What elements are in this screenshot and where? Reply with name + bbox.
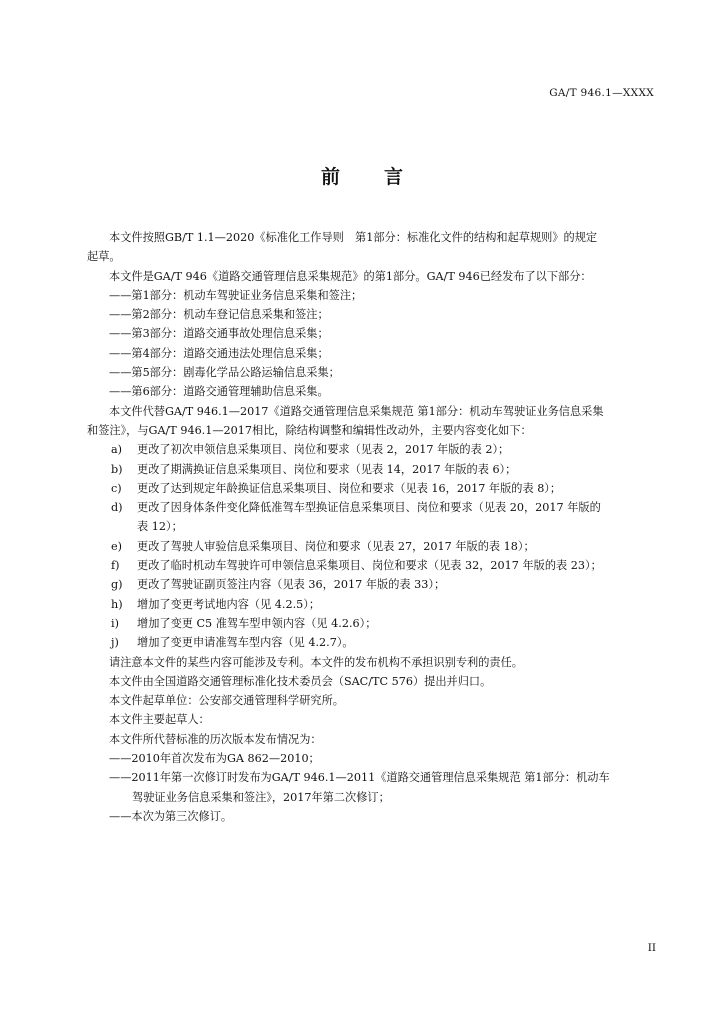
change-item-cont: 表 12）； <box>137 520 183 534</box>
change-item-text: 更改了因身体条件变化降低准驾车型换证信息采集项目、岗位和要求（见表 20，2017 年版的 <box>137 501 601 515</box>
history-item: ——本次为第三次修订。 <box>109 809 233 823</box>
paragraph-drafting-rule: 本文件按照GB/T 1.1—2020《标准化工作导则 第1部分：标准化文件的结构和起草规则》的规定 <box>109 231 598 244</box>
part-list-item: ——第5部分：剧毒化学品公路运输信息采集； <box>109 366 340 380</box>
history-item: ——2010年首次发布为GA 862—2010； <box>109 752 320 766</box>
change-item-text: 增加了变更申请准驾车型内容（见 4.2.7）。 <box>137 636 354 650</box>
change-item <box>87 479 655 498</box>
change-item <box>87 595 655 614</box>
paragraph-patent-notice: 请注意本文件的某些内容可能涉及专利。本文件的发布机构不承担识别专利的责任。 <box>109 655 523 669</box>
history-item-cont: 驾驶证业务信息采集和签注》，2017年第二次修订； <box>132 790 390 804</box>
change-item-text: 更改了初次申领信息采集项目、岗位和要求（见表 2，2017 年版的表 2）； <box>137 443 510 457</box>
paragraph-replaces-cont: 和签注》，与GA/T 946.1—2017相比，除结构调整和编辑性改动外，主要内容变化如下： <box>87 423 532 437</box>
part-list-item: ——第4部分：道路交通违法处理信息采集； <box>109 346 329 360</box>
paragraph-drafters: 本文件主要起草人： <box>109 713 210 727</box>
paragraph-drafting-rule-cont: 起草。 <box>87 250 121 264</box>
change-item-label: c) <box>111 481 122 495</box>
standard-code: GA/T 946.1—XXXX <box>549 87 654 99</box>
change-item-label: i) <box>111 616 119 630</box>
change-item-text: 更改了临时机动车驾驶许可申领信息采集项目、岗位和要求（见表 32，2017 年版的表 23）； <box>137 559 602 573</box>
page-number: II <box>647 942 656 954</box>
change-item-label: b) <box>111 462 123 476</box>
change-item-text: 增加了变更考试地内容（见 4.2.5）； <box>137 597 321 611</box>
change-item <box>87 537 655 556</box>
part-list-item: ——第6部分：道路交通管理辅助信息采集。 <box>109 385 329 399</box>
history-item: ——2011年第一次修订时发布为GA/T 946.1—2011《道路交通管理信息采集规范 第1部分：机动车 <box>109 771 610 785</box>
change-item-label: h) <box>111 597 123 611</box>
change-item-label: j) <box>111 636 119 650</box>
paragraph-proposer: 本文件由全国道路交通管理标准化技术委员会（SAC/TC 576）提出并归口。 <box>109 674 492 688</box>
change-item-text: 更改了驾驶证副页签注内容（见表 36，2017 年版的表 33）； <box>137 578 446 592</box>
part-list-item: ——第1部分：机动车驾驶证业务信息采集和签注； <box>109 288 363 302</box>
change-item-text: 更改了达到规定年龄换证信息采集项目、岗位和要求（见表 16，2017 年版的表 8）； <box>137 481 562 495</box>
change-item <box>87 460 655 479</box>
part-list-item: ——第2部分：机动车登记信息采集和签注； <box>109 308 329 322</box>
change-item-label: f) <box>111 559 120 573</box>
change-item <box>87 498 655 517</box>
part-list-item: ——第3部分：道路交通事故处理信息采集； <box>109 327 329 341</box>
change-item <box>87 614 655 633</box>
change-item-label: d) <box>111 501 123 515</box>
change-item-label: g) <box>111 578 123 592</box>
change-item-text: 增加了变更 C5 准驾车型申领内容（见 4.2.6）； <box>137 616 377 630</box>
foreword-body <box>87 228 655 826</box>
change-item-text: 更改了期满换证信息采集项目、岗位和要求（见表 14，2017 年版的表 6）； <box>137 462 517 476</box>
change-item-label: a) <box>111 443 123 457</box>
change-item <box>87 556 655 575</box>
change-item-label: e) <box>111 539 122 553</box>
paragraph-replaces: 本文件代替GA/T 946.1—2017《道路交通管理信息采集规范 第1部分：机动车驾驶证业务信息采集 <box>109 404 604 418</box>
title-char-1: 前 <box>320 166 340 188</box>
paragraph-history-intro: 本文件所代替标准的历次版本发布情况为： <box>109 732 322 746</box>
paragraph-drafting-org: 本文件起草单位：公安部交通管理科学研究所。 <box>109 694 344 708</box>
change-item <box>87 440 655 459</box>
change-item-text: 更改了驾驶人审验信息采集项目、岗位和要求（见表 27，2017 年版的表 18）； <box>137 539 535 553</box>
change-item <box>87 633 655 652</box>
page-title <box>0 162 724 189</box>
change-item <box>87 575 655 594</box>
title-char-2: 言 <box>384 166 404 188</box>
paragraph-series-intro: 本文件是GA/T 946《道路交通管理信息采集规范》的第1部分。GA/T 946已经发布了以下部分： <box>109 269 592 283</box>
